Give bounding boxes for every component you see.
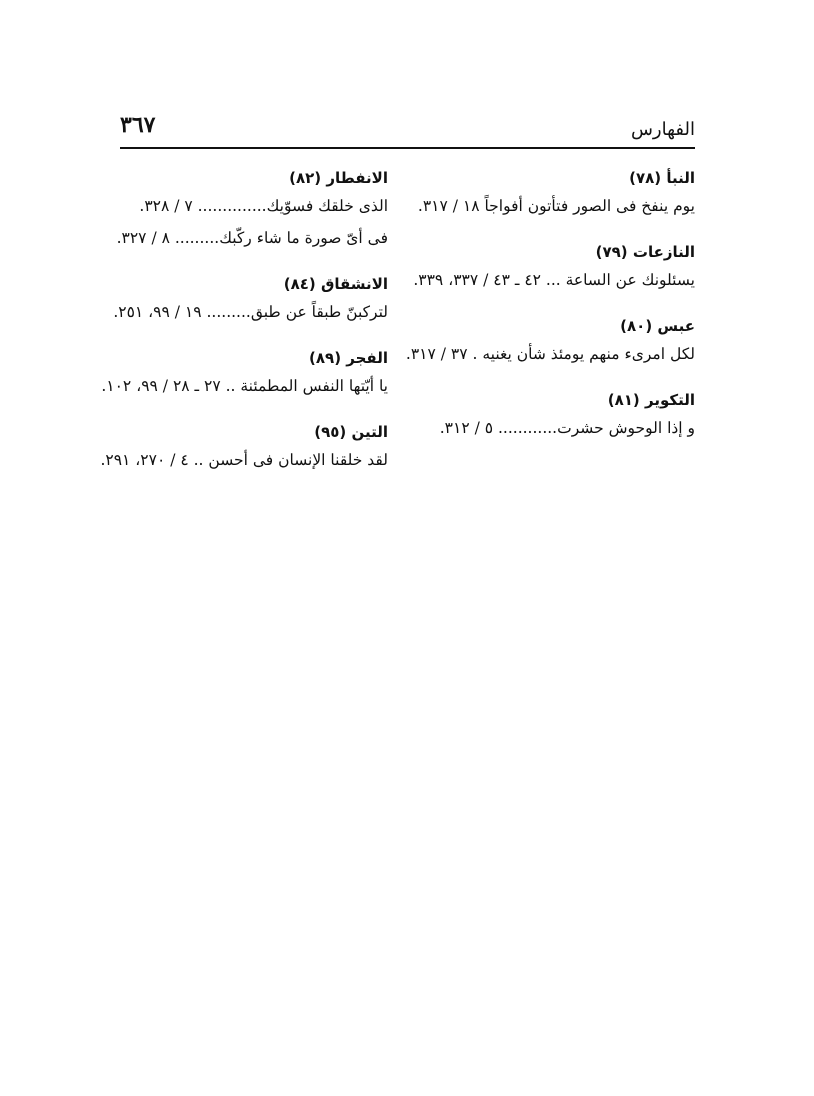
verse-entry: يسئلونك عن الساعة ... ٤٢ ـ ٤٣ / ٣٣٧، ٣٣٩. — [413, 271, 695, 289]
page-number-area — [120, 112, 388, 148]
surah-section — [427, 388, 695, 444]
surah-section — [116, 166, 388, 254]
surah-heading: الفجر (٨٩) — [309, 349, 388, 367]
surah-heading: التين (٩٥) — [314, 423, 388, 441]
surah-section — [100, 420, 388, 476]
verse-entry: يا أيّتها النفس المطمئنة .. ٢٧ ـ ٢٨ / ٩٩، ١٠٢. — [101, 377, 388, 395]
page-header — [400, 117, 695, 147]
surah-section — [101, 346, 388, 402]
surah-heading: عبس (٨٠) — [620, 317, 695, 335]
verse-entry: لكل امرىء منهم يومئذ شأن يغنيه . ٣٧ / ٣١٧. — [405, 345, 695, 363]
surah-section — [417, 166, 695, 222]
right-column — [405, 166, 695, 462]
page-title: الفهارس — [630, 119, 695, 140]
surah-section — [405, 314, 695, 370]
surah-heading: النازعات (٧٩) — [595, 243, 695, 261]
page-number: ٣٦٧ — [120, 112, 156, 138]
surah-section — [113, 272, 388, 328]
surah-section — [413, 240, 695, 296]
verse-entry: الذى خلقك فسوّيك.............. ٧ / ٣٢٨. — [139, 197, 388, 215]
surah-heading: الانشقاق (٨٤) — [283, 275, 388, 293]
verse-entry: فى أىّ صورة ما شاء ركّبك......... ٨ / ٣٢٧. — [116, 229, 388, 247]
surah-heading: النبأ (٧٨) — [629, 169, 695, 187]
header-rule — [120, 147, 695, 149]
surah-heading: الانفطار (٨٢) — [289, 169, 388, 187]
left-column — [100, 166, 388, 494]
surah-heading: التكوير (٨١) — [607, 391, 695, 409]
verse-entry: يوم ينفخ فى الصور فتأتون أفواجاً ١٨ / ٣١٧. — [417, 197, 695, 215]
verse-entry: لتركبنّ طبقاً عن طبق......... ١٩ / ٩٩، ٢٥١. — [113, 303, 388, 321]
verse-entry: لقد خلقنا الإنسان فى أحسن .. ٤ / ٢٧٠، ٢٩١. — [100, 451, 388, 469]
verse-entry: و إذا الوحوش حشرت............ ٥ / ٣١٢. — [439, 419, 695, 437]
